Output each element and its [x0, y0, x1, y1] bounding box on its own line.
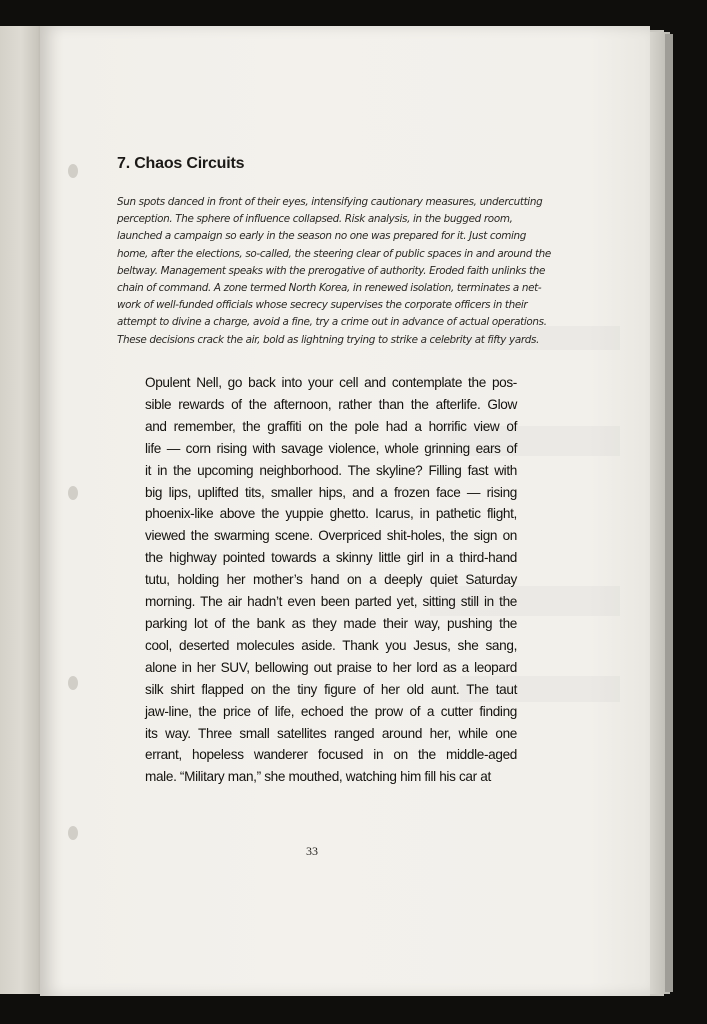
- body-line: phoenix-like above the yuppie ghetto. Icarus, in pathetic flight,: [145, 506, 517, 522]
- binding-mark: [68, 826, 78, 840]
- book-page: [40, 26, 650, 996]
- epigraph-line: launched a campaign so early in the season no one was prepared for it. Just coming: [117, 230, 527, 243]
- binding-mark: [68, 676, 78, 690]
- body-line: male. “Military man,” she mouthed, watching him fill his car at: [145, 769, 491, 785]
- body-line: cool, deserted molecules aside. Thank you Jesus, she sang,: [145, 637, 517, 653]
- body-paragraph: [145, 372, 517, 788]
- body-line: parking lot of the bank as they made their way, pushing the: [145, 615, 517, 631]
- epigraph-line: work of well-funded officials whose secrecy supervises the corporate officers in their: [117, 299, 528, 312]
- epigraph: [117, 194, 567, 349]
- body-line: big lips, uplifted tits, smaller hips, and a frozen face — rising: [145, 484, 517, 500]
- body-line: tutu, holding her mother’s hand on a deeply quiet Saturday: [145, 572, 517, 588]
- binding-mark: [68, 486, 78, 500]
- body-line: alone in her SUV, bellowing out praise to her lord as a leopard: [145, 659, 517, 675]
- body-line: sible rewards of the afternoon, rather than the afterlife. Glow: [145, 396, 517, 412]
- body-line: morning. The air hadn’t even been parted yet, sitting still in the: [145, 594, 517, 610]
- body-line: and remember, the graffiti on the pole had a horrific view of: [145, 418, 517, 434]
- body-line: the highway pointed towards a skinny little girl in a third-hand: [145, 550, 517, 566]
- epigraph-line: chain of command. A zone termed North Korea, in renewed isolation, terminates a net-: [117, 282, 542, 295]
- body-line: life — corn rising with savage violence, whole grinning ears of: [145, 440, 517, 456]
- epigraph-line: home, after the elections, so-called, the steering clear of public spaces in and around the: [117, 247, 551, 260]
- body-line: errant, hopeless wanderer focused in on the middle-aged: [145, 747, 517, 763]
- page-stack-edge: [665, 34, 673, 992]
- body-line: jaw-line, the price of life, echoed the prow of a cutter finding: [145, 703, 517, 719]
- binding-mark: [68, 164, 78, 178]
- body-line: viewed the swarming scene. Overpriced shit-holes, the sign on: [145, 528, 517, 544]
- epigraph-line: attempt to divine a charge, avoid a fine, try a crime out in advance of actual operations.: [117, 316, 547, 329]
- body-line: it in the upcoming neighborhood. The skyline? Filling fast with: [145, 462, 517, 478]
- epigraph-line: These decisions crack the air, bold as lightning trying to strike a celebrity at fifty yards.: [117, 333, 540, 346]
- page-number: 33: [306, 844, 318, 858]
- epigraph-line: Sun spots danced in front of their eyes, intensifying cautionary measures, undercutting: [117, 196, 543, 208]
- epigraph-line: perception. The sphere of influence collapsed. Risk analysis, in the bugged room,: [117, 213, 513, 226]
- body-line: silk shirt flapped on the tiny figure of her old aunt. The taut: [145, 681, 517, 697]
- epigraph-line: beltway. Management speaks with the prerogative of authority. Eroded faith unlinks the: [117, 264, 546, 277]
- body-line: Opulent Nell, go back into your cell and contemplate the pos-: [145, 375, 517, 390]
- body-line: its way. Three small satellites ranged around her, while one: [145, 725, 517, 741]
- section-title: 7. Chaos Circuits: [117, 155, 245, 172]
